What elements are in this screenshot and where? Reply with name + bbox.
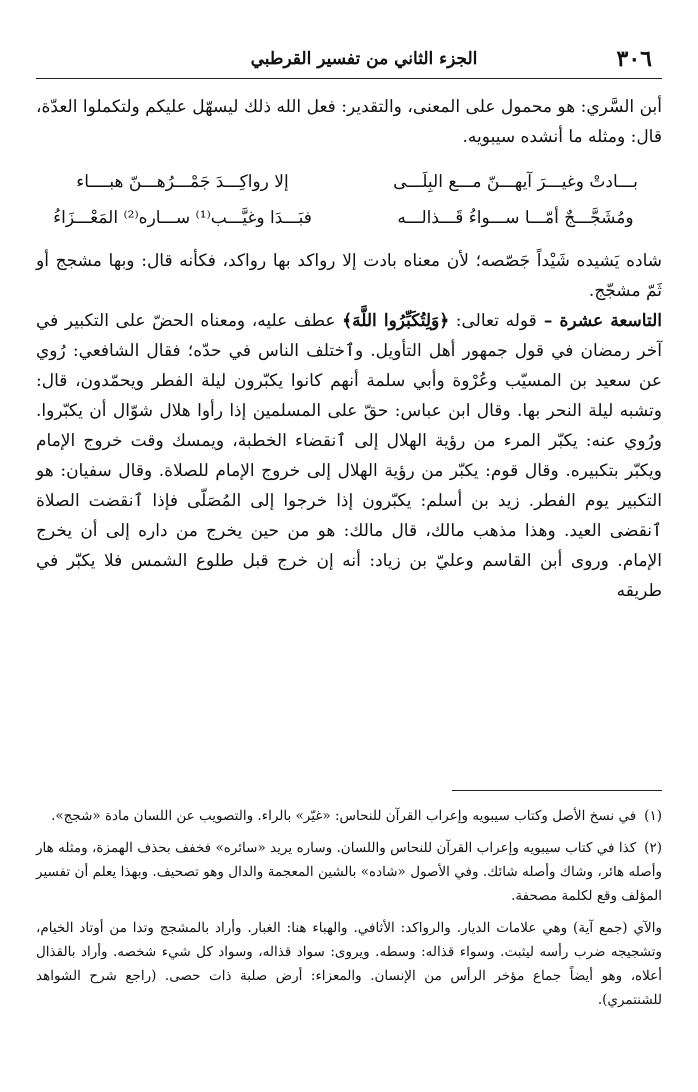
explanation-paragraph: شاده يَشيده شَيْداً جَصّصه؛ لأن معناه بادت إلا رواكد بها رواكد، فكأنه قال: وبها مشجج أو ثَمّ مشجّج.	[36, 251, 662, 301]
footnote-divider	[452, 790, 662, 791]
intro-paragraph: أبن السَّري: هو محمول على المعنى، والتقدير: فعل الله ذلك ليسهّل عليكم ولتكملوا العدّة، قال: ومثله ما أنشده سيبويه.	[36, 97, 662, 147]
quran-verse: ﴿وَلِتُكَبِّرُوا اللَّهَ﴾	[342, 311, 450, 331]
verse-1-second-hemistich: إلا رواكِـــدَ جَمْـــرُهـــنّ هبــــاء	[76, 172, 289, 192]
verse-2-first-hemistich: ومُشَجَّـــجٌ أمّـــا ســـواءُ قَـــذالـــه	[397, 208, 634, 228]
book-page	[36, 38, 662, 1058]
issue-heading: التاسعة عشرة –	[536, 311, 663, 331]
footnote-1-number: (١)	[644, 808, 662, 824]
ninteenth-issue-paragraph	[36, 306, 662, 606]
footnote-1-text: في نسخ الأصل وكتاب سيبويه وإعراب القرآن للنحاس: «غيّر» بالراء. والتصويب عن اللسان مادة «شجج».	[51, 808, 637, 824]
issue-body-text: عطف عليه، ومعناه الحضّ على التكبير في آخر رمضان في قول جمهور أهل التأويل. وٱختلف الناس في حدّه؛ فقال الشافعي: رُوي عن سعيد بن المسيّب وعُرْوة وأبي سلمة أنهم كانوا يكبّرون ليلة الفطر ويحمّدون، قال: وتشبه ليلة النحر بها. وقال ابن عباس: حقّ على المسلمين إذا رأوا هلال شوّال أن يكبّروا. ورُوي عنه: يكبّر المرء من رؤية الهلال إلى ٱنقضاء الخطبة، ويمسك وقت خروج الإمام ويكبّر بتكبيره. وقال قوم: يكبّر من رؤية الهلال إلى خروج الإمام للصلاة. وقال سفيان: هو التكبير يوم الفطر. زيد بن أسلم: يكبّرون إذا خرجوا إلى المُصَلّى فإذا ٱنقضت الصلاة ٱنقضى العيد. وهذا مذهب مالك، قال مالك: هو من حين يخرج من داره إلى أن يخرج الإمام. وروى أبن القاسم وعليّ بن زياد: أنه إن خرج قبل طلوع الشمس فلا يكبّر في طريقه	[36, 311, 662, 601]
main-text	[36, 92, 662, 606]
footnote-2-text: كذا في كتاب سيبويه وإعراب القرآن للنحاس واللسان. وساره يريد «سائره» فخفف بحذف الهمزة، ومثله هار وأصله هائر، وشاك وأصله شائك. وفي الأصول «شاده» بالشين المعجمة والدال وهو تصحيف. وبهذا يعلم أن تفسير المؤلف وقع لكلمة مصحفة.	[36, 840, 662, 904]
footnote-2-number: (٢)	[644, 840, 662, 856]
page-header	[36, 44, 662, 79]
verse-2-second-hemistich: فبَـــدَا وغيَّـــب⁽¹⁾ ســـاره⁽²⁾ المَعْـــزَاءُ	[53, 208, 312, 228]
poem-verses	[36, 166, 662, 234]
issue-intro-text: قوله تعالى:	[449, 311, 537, 331]
footnote-glossary-text: والآي (جمع آية) وهي علامات الديار. والرواكد: الأثافي. والهباء هنا: الغبار. وأراد بالمشجج وتدا من أوتاد الخيام، وتشجيجه ضرب رأسه ليثبت. وسواء قذاله: وسطه. ويروى: سواد قذاله، وسواد كل شيء شخصه. وأراد بالقذال أعلاه، وهو أيضاً جماع مؤخر الرأس من الإنسان. والمعزاء: أرض صلبة ذات حصى. (راجع شرح الشواهد للشنتمري).	[36, 920, 662, 1008]
footnote-glossary	[36, 916, 662, 1012]
page-number: ٣٠٦	[616, 46, 652, 72]
footnote-2	[36, 836, 662, 908]
footnote-1	[36, 804, 662, 828]
footnotes	[36, 804, 662, 1020]
verse-1-first-hemistich: بـــادتْ وغيـــرَ آيهـــنّ مـــع البِلَـــى	[393, 172, 638, 192]
running-title: الجزء الثاني من تفسير القرطبي	[250, 49, 478, 69]
